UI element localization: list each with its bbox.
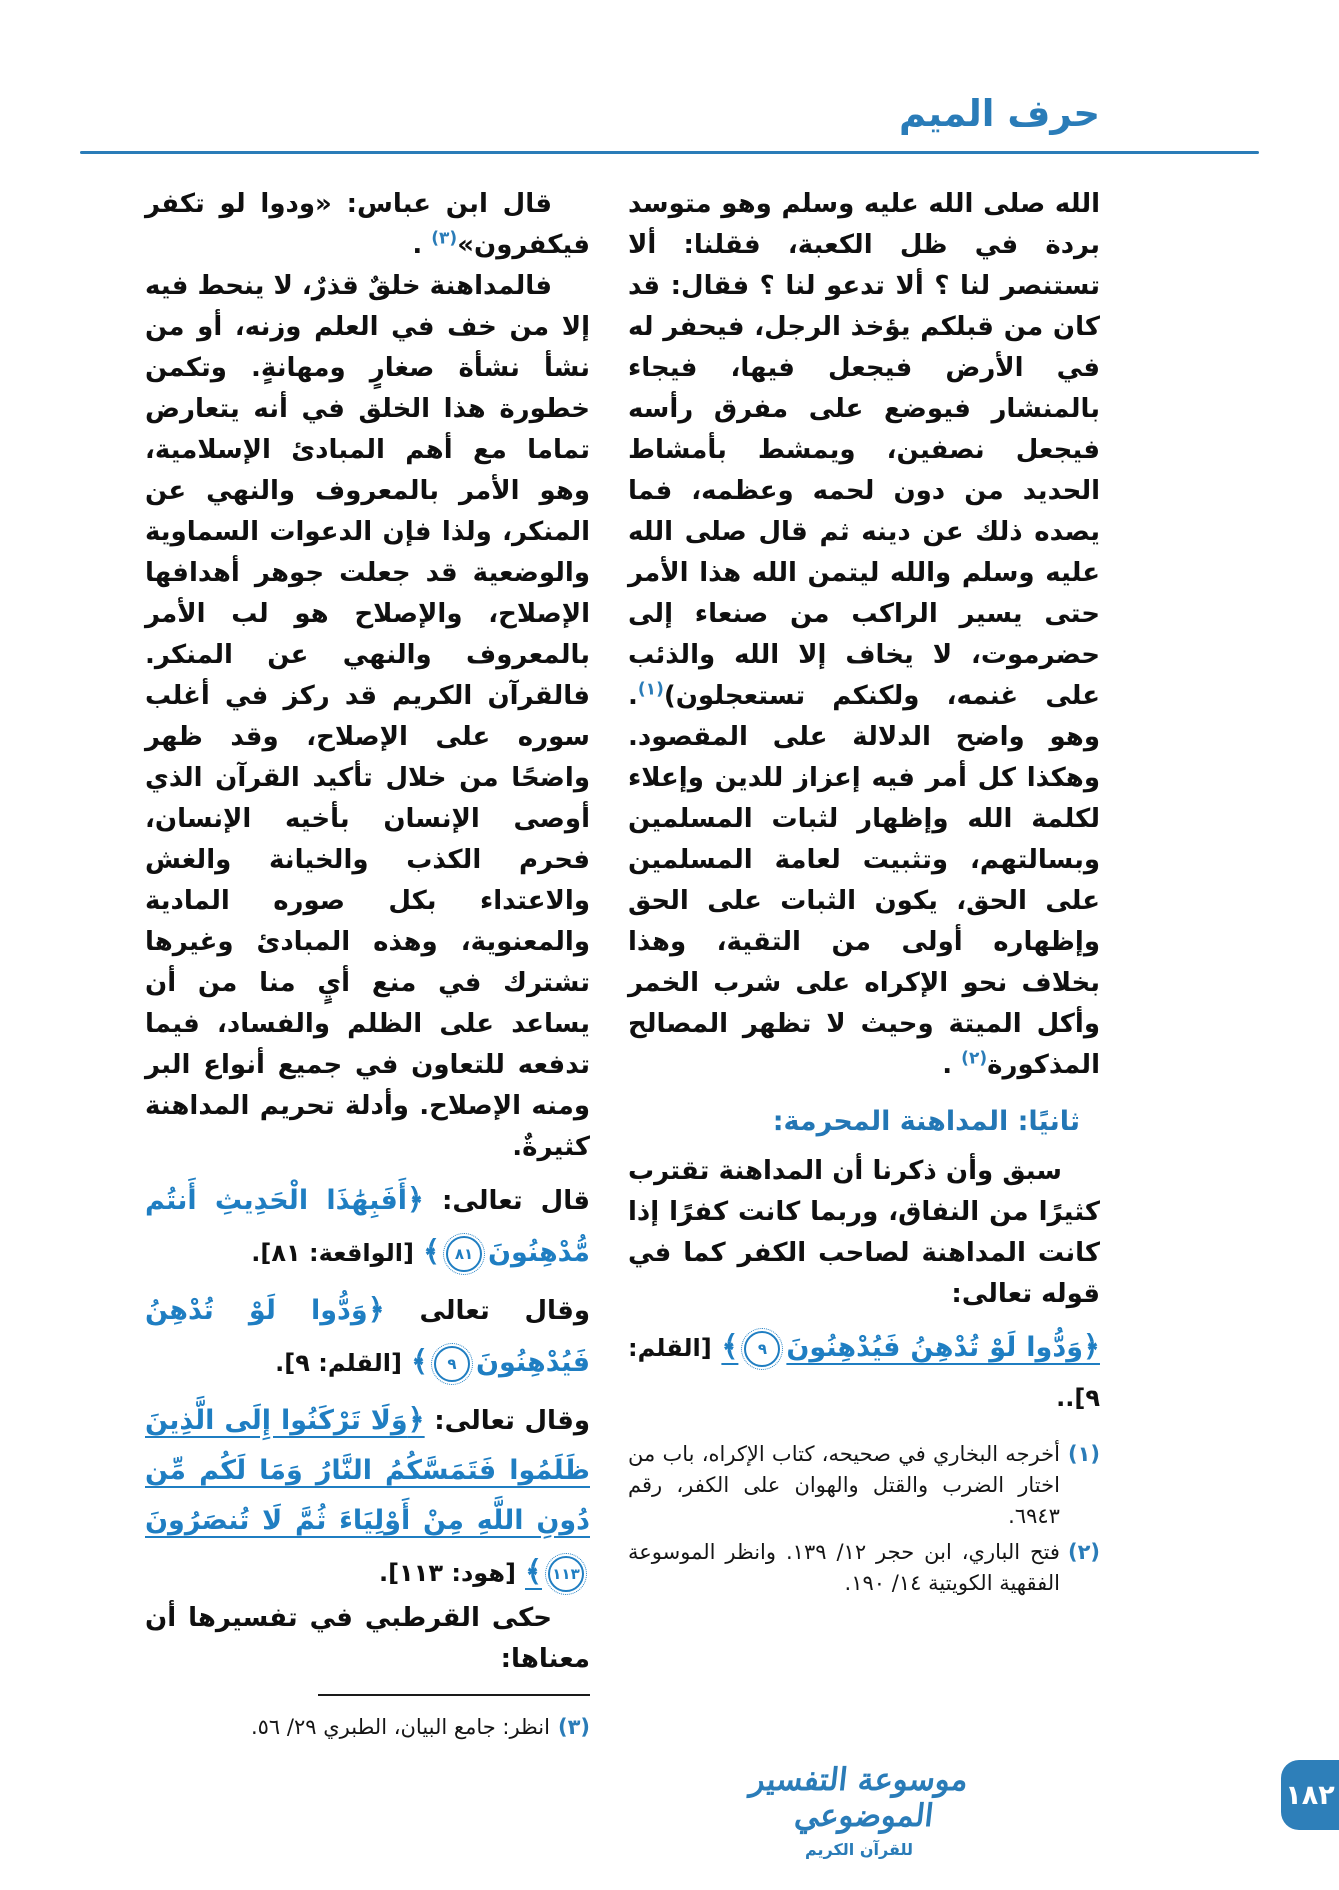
paragraph-text: . وهو واضح الدلالة على المقصود. وهكذا كل أمر فيه إعزاز للدين وإعلاء لكلمة الله وإظهار لثبات المسلمين وبسالتهم، وتثبيت لعامة المسلمين على الحق، يكون الثبات على الحق وإظهاره أولى من التقية، وهذا بخلاف نحو الإكراه على شرب الخمر وأكل الميتة وحيث لا تظهر المصالح المذكورة: [628, 681, 1100, 1080]
footnote-marker-1: (١): [637, 679, 664, 700]
ornate-close-bracket: ﴾: [422, 1234, 440, 1268]
chapter-header: حرف الميم: [898, 92, 1100, 135]
footnotes-right: [628, 1439, 1100, 1599]
left-column: [145, 184, 590, 1748]
quran-quote-2: [145, 1284, 590, 1388]
quran-quote-right: [628, 1321, 1100, 1423]
quote-intro: قال تعالى:: [442, 1186, 590, 1216]
quran-verse: [721, 1329, 1100, 1363]
paragraph-text: .: [942, 1050, 962, 1080]
paragraph-ibn-abbas: [145, 184, 590, 266]
verse-number-medallion: ١١٣: [548, 1556, 584, 1592]
footnote-item: [628, 1439, 1100, 1532]
footnote-number: (٢): [1067, 1540, 1100, 1564]
verse-reference: [هود: ١١٣].: [378, 1559, 516, 1587]
footnote-item: [628, 1537, 1100, 1599]
quran-quote-1: [145, 1174, 590, 1278]
section-heading: ثانيًا: المداهنة المحرمة:: [772, 1106, 1080, 1137]
verse-text: أَفَبِهَٰذَا الْحَدِيثِ أَنتُم مُّدْهِنُونَ: [145, 1185, 590, 1268]
ornate-close-bracket: ﴾: [721, 1329, 739, 1363]
footnote-marker-2: (٢): [961, 1048, 988, 1069]
quote-intro: وقال تعالى:: [434, 1406, 591, 1436]
paragraph-text: قال ابن عباس: «ودوا لو تكفر فيكفرون»: [145, 189, 590, 260]
paragraph-hadith: [628, 184, 1100, 1086]
footnote-number: (١): [1067, 1442, 1100, 1466]
logo-subtitle: للقرآن الكريم: [804, 1840, 914, 1859]
page-number-tab: [1281, 1760, 1339, 1830]
footnote-text: أخرجه البخاري في صحيحه، كتاب الإكراه، باب من اختار الضرب والقتل والهوان على الكفر، رقم ٦٩٤٣.: [628, 1442, 1060, 1528]
footnotes-left: [145, 1712, 590, 1743]
verse-reference: [الواقعة: ٨١].: [251, 1239, 414, 1267]
footnote-marker-3: (٣): [431, 228, 458, 249]
book-logo-calligraphy: [719, 1762, 999, 1859]
ornate-open-bracket: ﴿: [407, 1182, 425, 1216]
ornate-open-bracket: ﴿: [407, 1402, 425, 1436]
verse-number-medallion: ٩: [434, 1346, 470, 1382]
paragraph-text: .: [412, 230, 432, 260]
verse-text: وَدُّوا لَوْ تُدْهِنُ فَيُدْهِنُونَ: [786, 1332, 1083, 1363]
logo-title: موسوعة التفسير الموضوعي: [745, 1762, 968, 1834]
paragraph-qurtubi: حكى القرطبي في تفسيرها أن معناها:: [145, 1603, 590, 1674]
right-column: [628, 184, 1100, 1604]
paragraph-mudahana-khulq: فالمداهنة خلقٌ قذرٌ، لا ينحط فيه إلا من خف في العلم وزنه، أو من نشأ نشأة صغارٍ ومهانةٍ. وتكمن خطورة هذا الخلق في أنه يتعارض تماما مع أهم المبادئ الإسلامية، وهو الأمر بالمعروف والنهي عن المنكر، ولذا فإن الدعوات السماوية والوضعية قد جعلت جوهر أهدافها الإصلاح، والإصلاح هو لب الأمر بالمعروف والنهي عن المنكر. فالقرآن الكريم قد ركز في أغلب سوره على الإصلاح، وقد ظهر واضحًا من خلال تأكيد القرآن الذي أوصى الإنسان بأخيه الإنسان، فحرم الكذب والخيانة والغش والاعتداء بكل صوره المادية والمعنوية، وهذه المبادئ وغيرها تشترك في منع أيٍ منا من أن يساعد على الظلم والفساد، فيما تدفعه للتعاون في جميع أنواع البر ومنه الإصلاح. وأدلة تحريم المداهنة كثيرةٌ.: [145, 271, 590, 1162]
ornate-open-bracket: ﴿: [1082, 1329, 1100, 1363]
ornate-open-bracket: ﴿: [367, 1292, 385, 1326]
footnote-number: (٣): [557, 1715, 590, 1739]
verse-text: وَدُّوا لَوْ تُدْهِنُ فَيُدْهِنُونَ: [145, 1295, 590, 1378]
page-number: ١٨٢: [1285, 1779, 1335, 1811]
header-divider-line: [80, 151, 1259, 154]
footnote-text: فتح الباري، ابن حجر ١٢/ ١٣٩. وانظر الموسوعة الفقهية الكويتية ١٤/ ١٩٠.: [628, 1540, 1060, 1595]
verse-reference: [القلم: ٩].: [275, 1349, 402, 1377]
quran-quote-3: [145, 1394, 590, 1598]
verse-number-medallion: ٩: [744, 1331, 780, 1367]
verse-number-medallion: ٨١: [446, 1236, 482, 1272]
verse-reference: [القلم: ٩]..: [628, 1334, 1100, 1412]
footnote-text: انظر: جامع البيان، الطبري ٢٩/ ٥٦.: [250, 1715, 550, 1739]
ornate-close-bracket: ﴾: [410, 1344, 428, 1378]
verse-text: وَلَا تَرْكَنُوا إِلَى الَّذِينَ ظَلَمُوا فَتَمَسَّكُمُ النَّارُ وَمَا لَكُم مِّن دُونِ اللَّهِ مِنْ أَوْلِيَاءَ ثُمَّ لَا تُنصَرُونَ: [145, 1405, 590, 1536]
ornate-close-bracket: ﴾: [525, 1554, 542, 1588]
content-columns: [145, 184, 1100, 1748]
quote-intro: وقال تعالى: [419, 1296, 590, 1326]
footnote-separator-line: [318, 1694, 590, 1696]
paragraph-mudahana: سبق وأن ذكرنا أن المداهنة تقترب كثيرًا من النفاق، وربما كانت كفرًا إذا كانت المداهنة لصاحب الكفر كما في قوله تعالى:: [628, 1156, 1100, 1309]
paragraph-text: الله صلى الله عليه وسلم وهو متوسد بردة في ظل الكعبة، فقلنا: ألا تستنصر لنا ؟ ألا تدعو لنا ؟ فقال: قد كان من قبلكم يؤخذ الرجل، فيحفر له في الأرض فيجعل فيها، فيجاء بالمنشار فيوضع على مفرق رأسه فيجعل نصفين، ويمشط بأمشاط الحديد من دون لحمه وعظمه، فما يصده ذلك عن دينه ثم قال صلى الله عليه وسلم والله ليتمن الله هذا الأمر حتى يسير الراكب من صنعاء إلى حضرموت، لا يخاف إلا الله والذئب على غنمه، ولكنكم تستعجلون): [628, 189, 1100, 711]
footnote-item: [145, 1712, 590, 1743]
